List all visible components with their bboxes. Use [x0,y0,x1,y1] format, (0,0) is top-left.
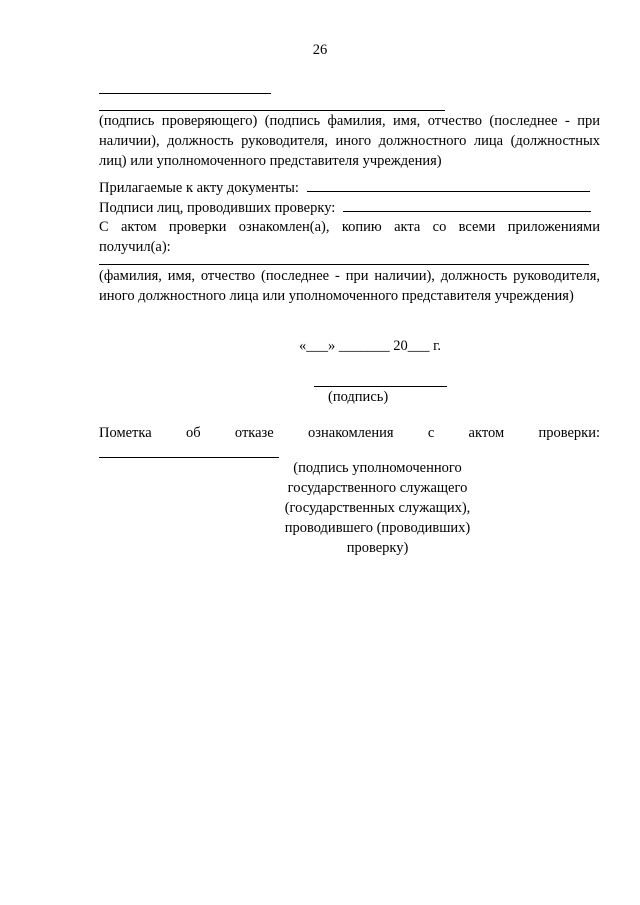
refusal-note [99,423,600,443]
refusal-word: отказе [234,425,274,441]
refusal-word: Пометка [99,425,152,441]
signatures-blank [343,200,591,212]
acquainted-text: С актом проверки ознакомлен(а), копию акта со всеми приложениями получил(а): [99,219,600,255]
attached-docs-row [99,178,600,198]
signature-caption: (подпись проверяющего) (подпись фамилия, имя, отчество (последнее - при наличии), должность руководителя, иного должностного лица (должностных лиц) или уполномоченного представителя учреждения) [99,113,600,169]
official-caption-line: (подпись уполномоченного [293,460,462,476]
official-caption [270,458,485,558]
official-caption-line: проверку) [346,540,409,556]
official-caption-line: проводившего (проводивших) [284,520,471,536]
attached-docs-blank [307,180,590,192]
official-signature-line [99,457,279,458]
attached-docs-label: Прилагаемые к акту документы: [99,180,299,196]
signatures-row [99,198,600,218]
page-number: 26 [312,42,328,58]
refusal-word: проверки: [538,425,600,441]
refusal-word: актом [468,425,505,441]
official-caption-line: (государственных служащих), [284,500,471,516]
signature-label: (подпись) [328,389,389,405]
refusal-word: об [185,425,201,441]
refusal-word: ознакомления [308,425,394,441]
official-caption-line: государственного служащего [287,480,468,496]
signatures-label: Подписи лиц, проводивших проверку: [99,200,336,216]
date-line: «___» _______ 20___ г. [299,338,442,354]
signature-line-inspector [99,93,271,94]
recipient-caption: (фамилия, имя, отчество (последнее - при наличии), должность руководителя, иного должностного лица или уполномоченного представителя учреждения) [99,268,600,304]
recipient-line [99,264,589,265]
refusal-word: с [427,425,435,441]
